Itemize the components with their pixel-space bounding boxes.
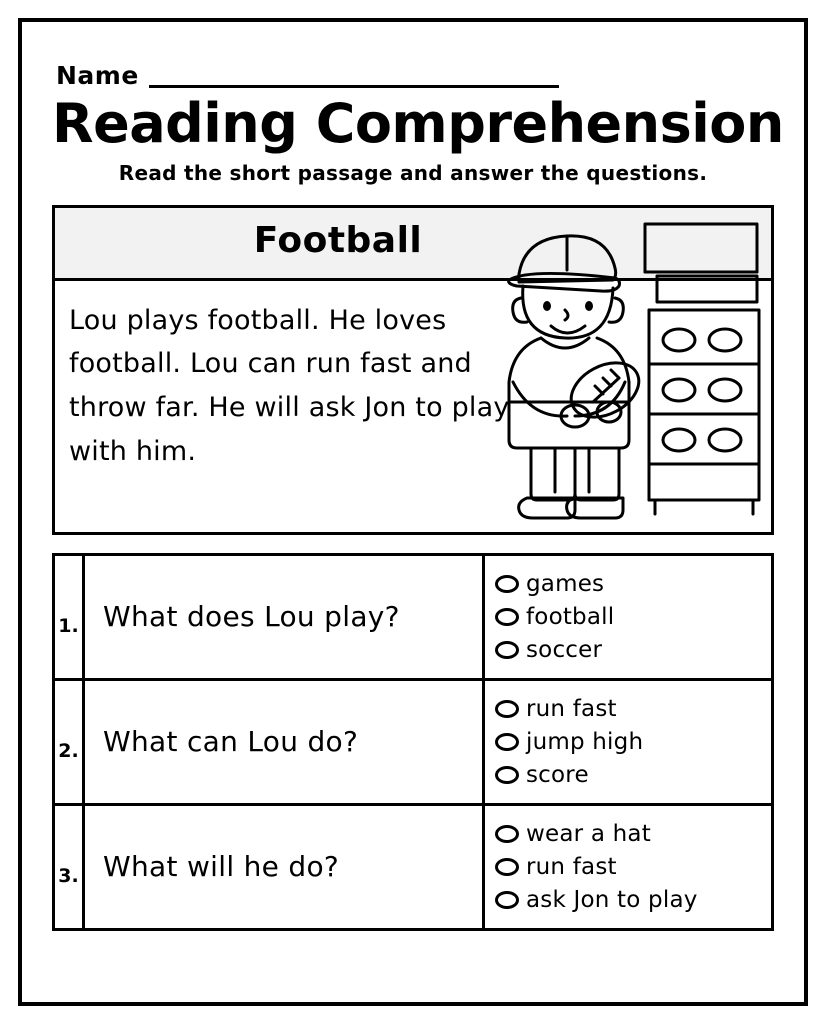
question-number: 1. xyxy=(55,556,85,678)
answer-bubble-icon[interactable] xyxy=(495,891,519,909)
name-row xyxy=(52,48,774,88)
passage-text: Lou plays football. He loves football. Lou can run fast and throw far. He will ask Jon to play with him. xyxy=(69,304,510,467)
page-title: Reading Comprehension xyxy=(52,92,784,155)
option-label: score xyxy=(526,761,589,788)
question-number: 3. xyxy=(55,806,85,928)
worksheet-sheet xyxy=(18,18,808,1006)
option-label: run fast xyxy=(526,853,617,880)
answer-bubble-icon[interactable] xyxy=(495,575,519,593)
question-options xyxy=(485,806,771,928)
name-input-line[interactable] xyxy=(149,59,559,88)
question-number: 2. xyxy=(55,681,85,803)
option-choice[interactable] xyxy=(495,854,771,880)
option-label: run fast xyxy=(526,695,617,722)
question-options xyxy=(485,556,771,678)
passage-box xyxy=(52,205,774,535)
option-choice[interactable] xyxy=(495,762,771,788)
option-choice[interactable] xyxy=(495,604,771,630)
option-choice[interactable] xyxy=(495,729,771,755)
answer-bubble-icon[interactable] xyxy=(495,608,519,626)
questions-table xyxy=(52,553,774,931)
option-choice[interactable] xyxy=(495,821,771,847)
option-label: games xyxy=(526,570,605,597)
question-row xyxy=(55,681,771,806)
question-text: What does Lou play? xyxy=(85,556,485,678)
question-text: What can Lou do? xyxy=(85,681,485,803)
option-choice[interactable] xyxy=(495,637,771,663)
question-text: What will he do? xyxy=(85,806,485,928)
option-label: football xyxy=(526,603,615,630)
option-choice[interactable] xyxy=(495,887,771,913)
option-label: wear a hat xyxy=(526,820,651,847)
question-row xyxy=(55,806,771,928)
answer-bubble-icon[interactable] xyxy=(495,766,519,784)
answer-bubble-icon[interactable] xyxy=(495,858,519,876)
question-row xyxy=(55,556,771,681)
answer-bubble-icon[interactable] xyxy=(495,700,519,718)
question-options xyxy=(485,681,771,803)
option-choice[interactable] xyxy=(495,696,771,722)
answer-bubble-icon[interactable] xyxy=(495,733,519,751)
name-label: Name xyxy=(56,61,139,90)
option-label: ask Jon to play xyxy=(526,886,698,913)
answer-bubble-icon[interactable] xyxy=(495,641,519,659)
passage-title: Football xyxy=(253,219,423,261)
option-choice[interactable] xyxy=(495,571,771,597)
option-label: soccer xyxy=(526,636,603,663)
boy-holding-football-icon xyxy=(497,214,765,524)
answer-bubble-icon[interactable] xyxy=(495,825,519,843)
option-label: jump high xyxy=(526,728,644,755)
page-subtitle: Read the short passage and answer the questions. xyxy=(118,160,708,185)
